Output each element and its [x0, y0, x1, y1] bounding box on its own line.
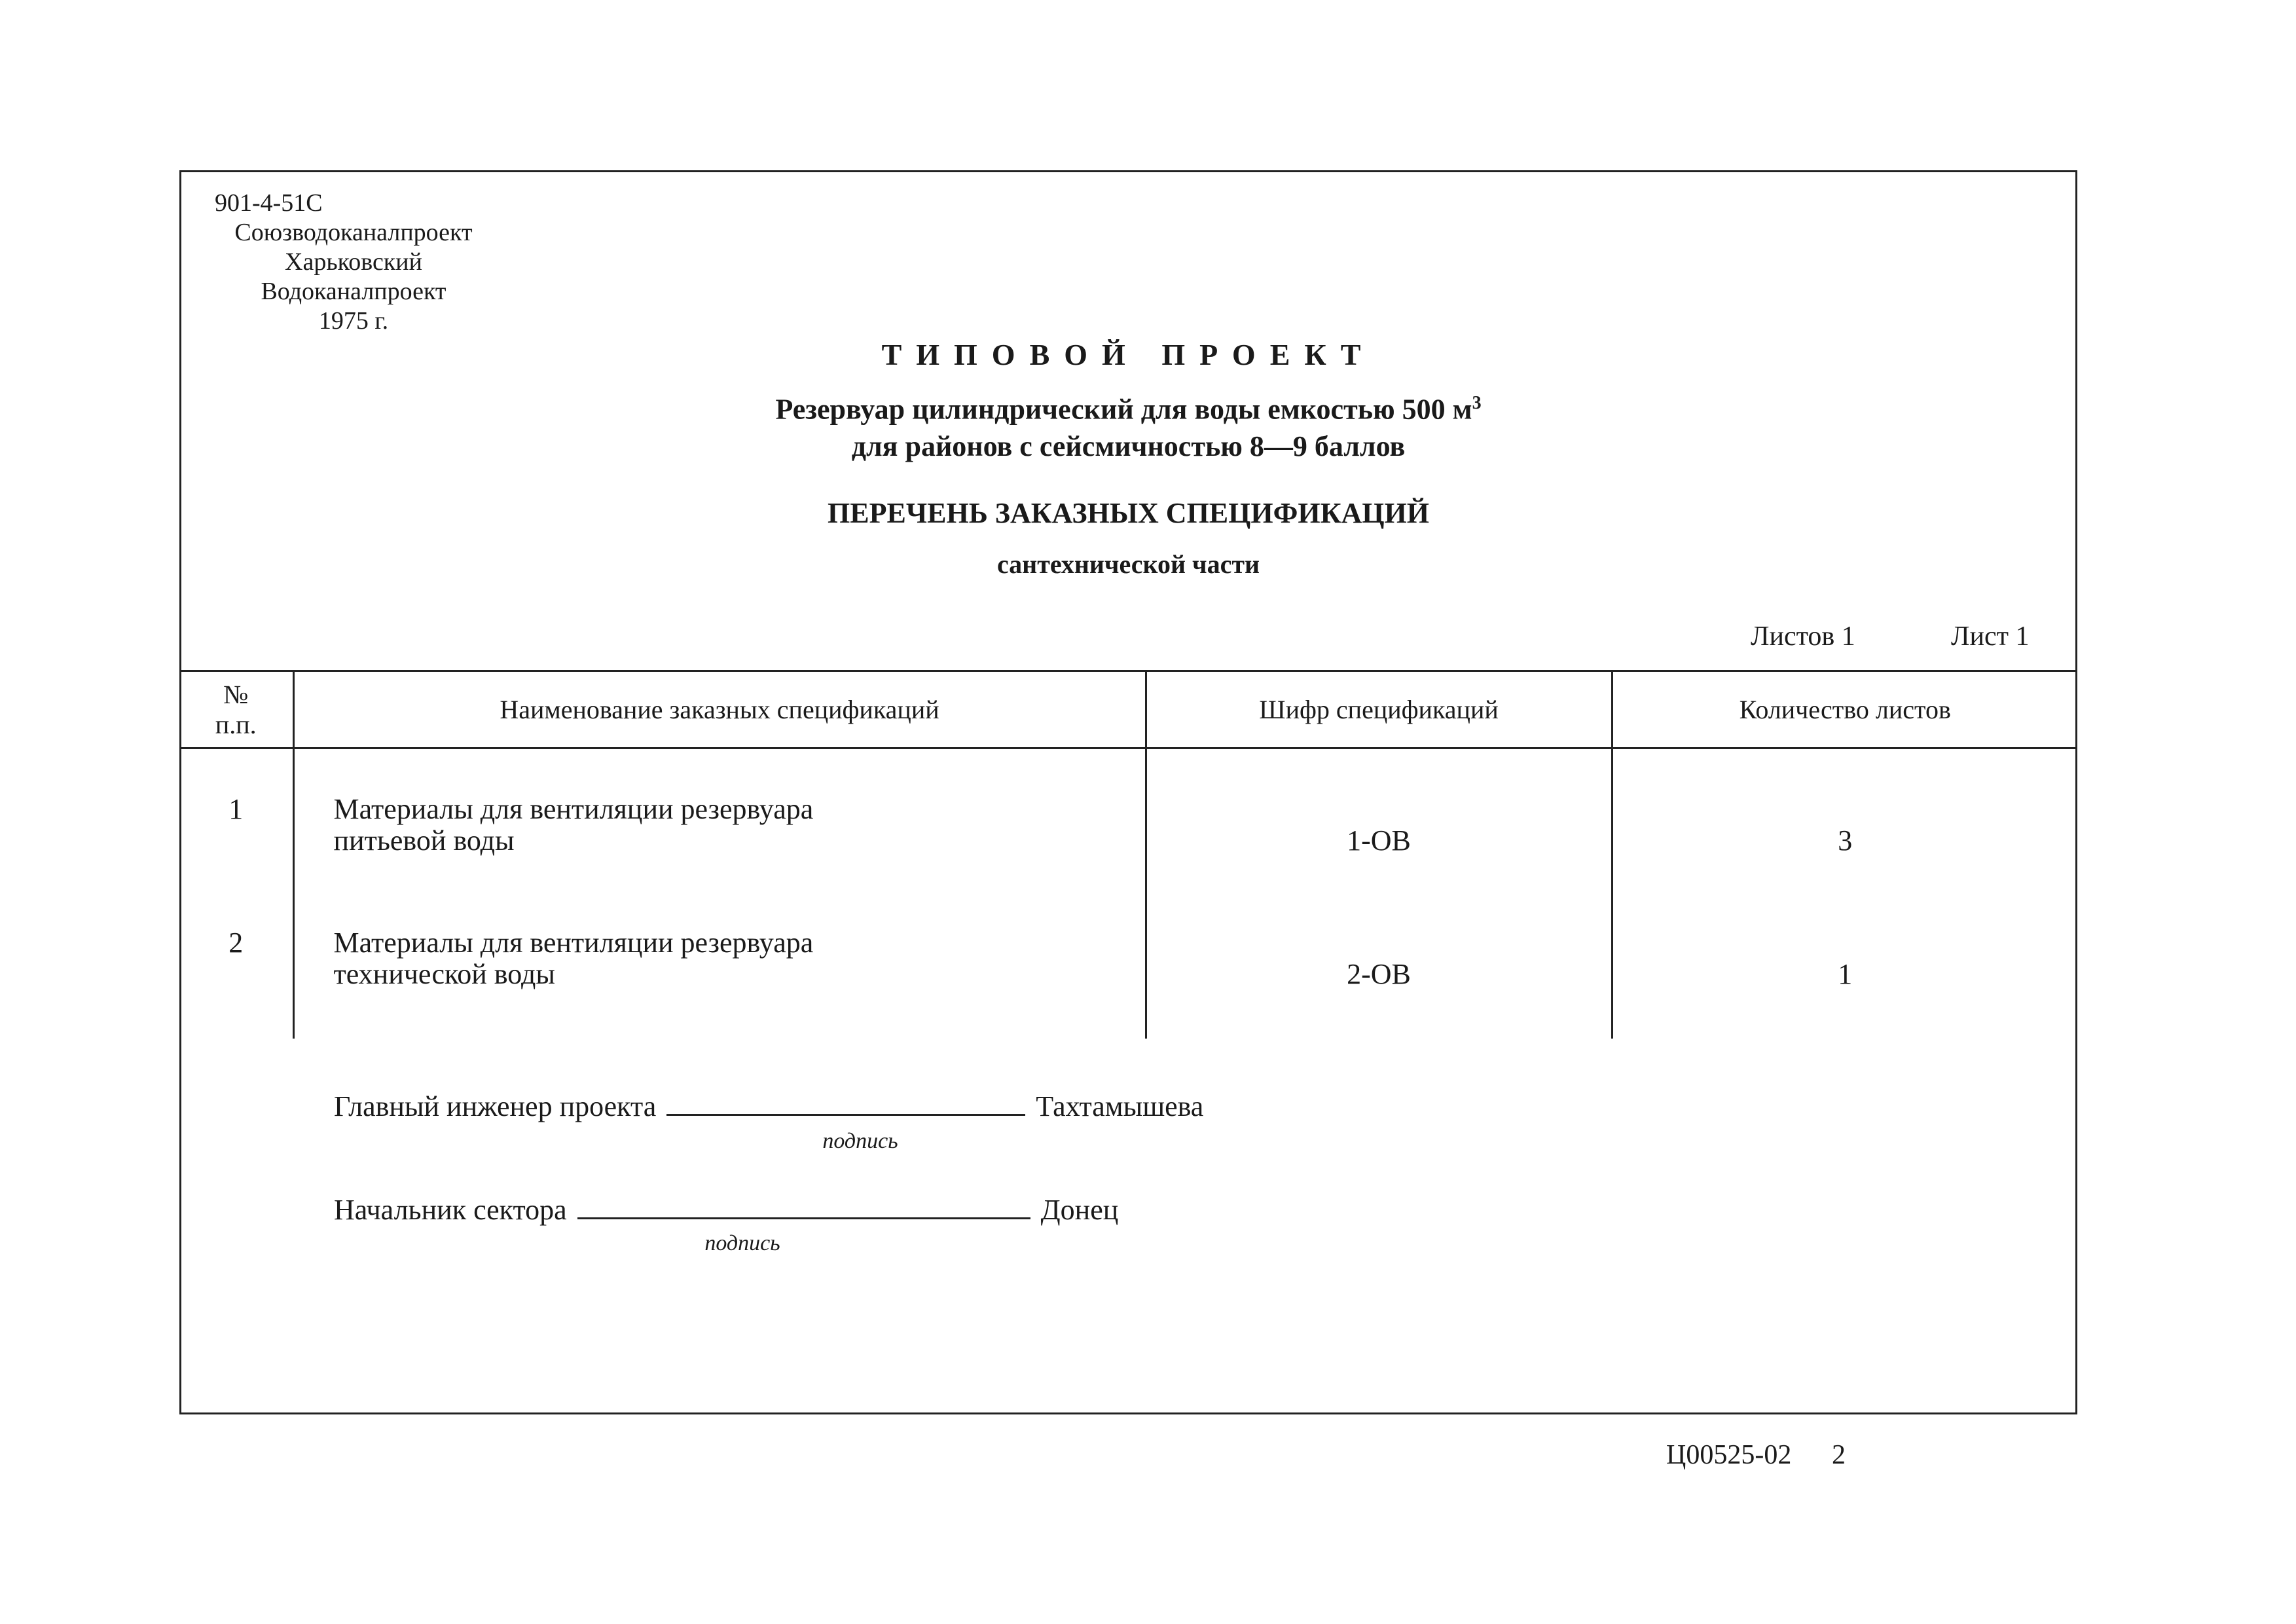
org-line-3: Водоканалпроект	[261, 278, 446, 305]
subject-unit-exponent: 3	[1472, 393, 1482, 413]
row-name-line-1: Материалы для вентиляции резервуара	[333, 793, 814, 825]
filler-cell	[1612, 990, 2077, 1039]
footer-document-code: Ц00525-02	[1666, 1440, 1792, 1470]
row-name-line-1: Материалы для вентиляции резервуара	[333, 927, 814, 959]
filler-cell	[179, 990, 293, 1039]
row-number: 1	[228, 793, 244, 825]
signature-line	[577, 1194, 1030, 1219]
list-subtitle: сантехнической части	[996, 549, 1260, 579]
row-code: 2-ОВ	[1347, 958, 1411, 990]
signature-hint: подпись	[704, 1231, 780, 1255]
table-header-row	[179, 671, 2077, 748]
signature-chief-engineer	[334, 1090, 1204, 1153]
signature-line	[666, 1090, 1025, 1116]
org-year: 1975 г.	[318, 307, 389, 335]
org-line-1: Союзводоканалпроект	[234, 219, 473, 246]
signature-role: Начальник сектора	[334, 1194, 567, 1226]
table-row	[179, 748, 2077, 857]
subject-line-2: для районов с сейсмичностью 8—9 баллов	[851, 430, 1406, 462]
header-number-abbr: п.п.	[215, 709, 257, 739]
row-name-line-2: питьевой воды	[333, 824, 515, 857]
row-number: 2	[228, 927, 244, 959]
row-name	[293, 857, 1146, 990]
signature-sector-head	[334, 1193, 1119, 1255]
filler-cell	[1146, 990, 1612, 1039]
table-row	[179, 857, 2077, 990]
organization-block	[216, 189, 491, 336]
project-code: 901-4-51С	[215, 189, 323, 217]
footer-page-number: 2	[1832, 1440, 1846, 1470]
document-heading: ТИПОВОЙ ПРОЕКТ	[881, 338, 1376, 371]
table-filler-row	[179, 990, 2077, 1039]
row-code: 1-ОВ	[1347, 824, 1411, 857]
header-number-sign: №	[223, 679, 249, 709]
row-name-line-2: технической воды	[333, 958, 555, 990]
project-subject	[179, 385, 2077, 465]
filler-cell	[293, 990, 1146, 1039]
header-code: Шифр спецификаций	[1146, 671, 1612, 748]
row-name	[293, 748, 1146, 857]
specifications-table	[179, 670, 2077, 1039]
subject-line-1-text: Резервуар цилиндрический для воды емкостью 500 м	[775, 393, 1472, 426]
header-count: Количество листов	[1612, 671, 2077, 748]
header-name: Наименование заказных спецификаций	[293, 671, 1146, 748]
signature-role: Главный инженер проекта	[334, 1090, 657, 1122]
row-count-cell	[1612, 857, 2077, 990]
org-line-2: Харьковский	[285, 248, 422, 276]
signature-person: Донец	[1040, 1194, 1119, 1226]
subject-line-1	[179, 385, 2077, 428]
signature-hint: подпись	[822, 1129, 898, 1153]
row-code-cell	[1146, 857, 1612, 990]
signature-person: Тахтамышева	[1036, 1090, 1204, 1122]
row-count: 1	[1838, 958, 1853, 990]
row-count-cell	[1612, 748, 2077, 857]
sheet-current: Лист 1	[1951, 621, 2030, 652]
list-title: ПЕРЕЧЕНЬ ЗАКАЗНЫХ СПЕЦИФИКАЦИЙ	[828, 497, 1429, 529]
row-code-cell	[1146, 748, 1612, 857]
row-count: 3	[1838, 824, 1853, 857]
header-number	[179, 671, 293, 748]
sheets-total: Листов 1	[1751, 621, 1855, 652]
